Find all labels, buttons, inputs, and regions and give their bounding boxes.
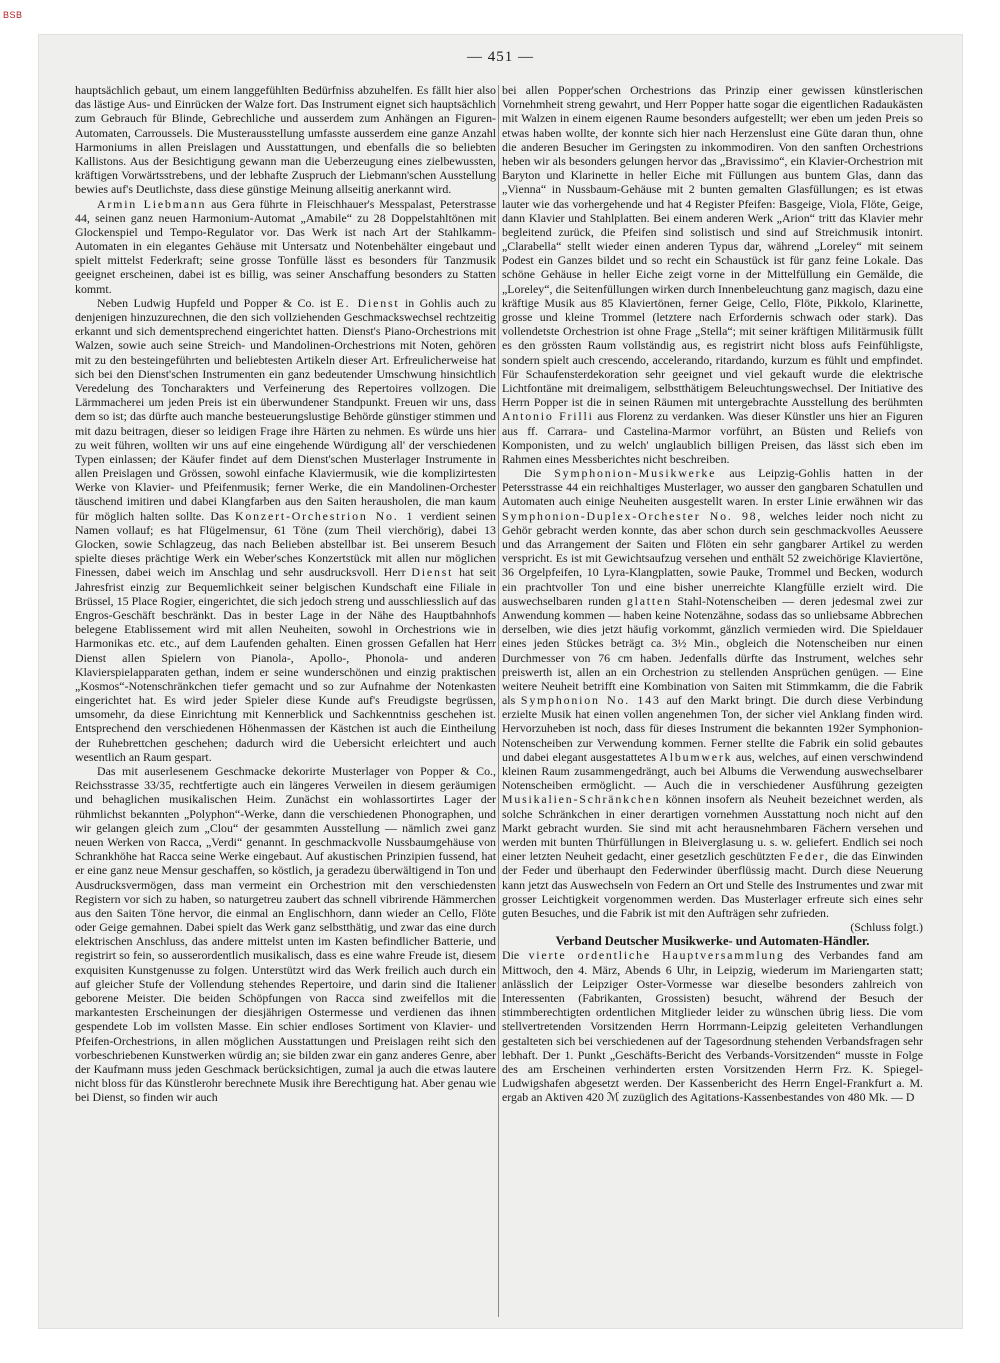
paragraph-text: können insofern als Neuheit bezeichnet werden, als solche Schränkchen in einer derartigen vornehmen Ausstattung noch nicht auf den Markt gebracht wurden. Sie sind mit acht herausnehmbaren Fächern versehen und werden mit bunten Thürfüllungen in Bleiverglasung u. s. w. geliefert. Endlich sei noch einer letzten Neuheit gedacht, einer gesetzlich geschützten: [502, 792, 923, 864]
library-watermark: BSB: [3, 10, 23, 20]
paragraph-text: aus Florenz zu verdanken. Was dieser Künstler uns hier an Figuren aus ff. Carrara- und Castelina-Marmor vorführt, an Büsten und Reliefs von Komponisten, und zu welch' unglaublich billigen Preisen, das lässt sich eben im Rahmen eines Messberichtes nicht beschreiben.: [502, 409, 923, 466]
company-name: Antonio Frilli: [502, 409, 594, 424]
paragraph-text: in Gohlis auch zu denjenigen hinzuzurechnen, die den sich vollziehenden Geschmackswechsel rechtzeitig erkannt und sich dementsprechend eingerichtet hatten. Dienst's Piano-Orchestrions mit Walzen, sowie auch seine Streich- und Mandolinen-Orchestrions mit Noten, gehören mit zu den besteingeführten und beliebtesten Artikeln dieser Art. Erfreulicherweise hat sich bei den Dienst'schen Instrumenten ein ganz bedeutender Umschwung hinsichtlich Veredelung des Toncharakters und Verfeinerung des Repertoires vollzogen. Die Lärmmacherei um jeden Preis ist ein überwundener Standpunkt. Freuen wir uns, dass dem so ist; das dürfte auch manche besteuerungslustige Behörde günstiger stimmen und mit dazu beitragen, dieser so leidigen Frage ihre Härten zu nehmen. Es würde uns hier zu weit führen, wollten wir uns auf eine eingehende Würdigung all' der verschiedenen Typen einlassen; der Käufer findet auf dem Dienst'schen Musterlager Instrumente in allen Preislagen und Grössen, sowohl einfache Klaviermusik, wie die komplizirtesten Werke von Klavier- und Pfeifenmusik; ferner Werke, die ein Mandolinen-Orchester täuschend imitiren und dabei Klangfarben aus den Saiten herausholen, die man kaum für möglich halten sollte. Das: [75, 295, 496, 523]
event-name: vierte ordentliche Hauptversammlung: [528, 948, 785, 963]
column-divider: [498, 85, 499, 1317]
product-name: Albumwerk: [659, 749, 733, 764]
paragraph-text: des Verbandes fand am Mittwoch, den 4. März, Abends 6 Uhr, in Leipzig, wiederum im Mariengarten statt; anlässlich der Leipziger Oster-Vormesse war dieselbe besonders zahlreich von Interessenten (Fabrikanten, Grossisten) besucht, während der Besuch der stimmberechtigten ordentlichen Mitglieder leider zu wünschen übrig liess. Die vom stellvertretenden Vorsitzenden Herrn Horrmann-Leipzig geleiteten Verhandlungen gestalteten sich bei verschiedenen auf der Tagesordnung stehenden Verbandsfragen sehr lebhaft. Der 1. Punkt „Geschäfts-Bericht des Verbands-Vorsitzenden“ musste in Folge des am Erscheinen verhinderten ersten Vorsitzenden Herrn Frz. K. Spiegel-Ludwigshafen abgesetzt werden. Der Kassenbericht des Herrn Engel-Frankfurt a. M. ergab an Aktiven 420 ℳ zuzüglich des Agitations-Kassenbestandes von 480 Mk. — D: [502, 948, 923, 1105]
paragraph-text: aus Leipzig-Gohlis hatten in der Petersstrasse 44 ein reichhaltiges Musterlager, wo ausser den gangbaren Schatullen und Automaten auch einige Neuheiten ausgestellt waren. In erster Linie erwähnen wir das: [502, 466, 923, 509]
paragraph: [75, 296, 496, 764]
product-name: Feder,: [789, 849, 830, 864]
right-column: [502, 83, 923, 1323]
paragraph-text: Die: [524, 466, 542, 481]
product-name: Symphonion No. 143: [520, 693, 661, 708]
paragraph-text: aus, welches, auf einen verschwindend kleinen Raum zusammengedrängt, auch bei Albums die Verwendung auswechselbarer Notenscheiben ermöglicht. — Auch die in verschiedener Ausführung gezeigten: [502, 749, 923, 793]
paragraph-text: aus Gera führte in Fleischhauer's Messpalast, Peterstrasse 44, seinen ganz neuen Harmonium-Automat „Amabile“ zu 28 Doppelstahltönen mit Glockenspiel und Tempo-Regulator vor. Das Werk ist nach Art der Stahlkamm-Automaten in ein elegantes Gehäuse mit Untersatz und Notenbehälter eingebaut und spielt mittelst Federkraft; seine grosse Tonfülle lässt es besonders für Tanzmusik geeignet erscheinen, dabei ist es billig, was seiner Anschaffung besonders zu Statten kommt.: [75, 196, 496, 296]
product-name: Symphonion-Duplex-Orchester No. 98,: [502, 508, 763, 523]
paragraph-text: Stahl-Notenscheiben — deren jedesmal zwei zur Anwendung kommen — haben keine Notenzähne, sodass das so unliebsame Abbrechen derselben, wie dies jetzt häufig vorkommt, gänzlich vermieden wird. Die Spieldauer eines jeden Stückes beträgt ca. 3½ Min., obgleich die Notenscheiben nur einen Durchmesser von 76 cm haben. Jedenfalls dürfte das Instrument, welches sehr preiswerth ist, allen an ein Orchestrion zu stellenden Ansprüchen genügen. — Eine weitere Neuheit betrifft eine Kombination von Saiten mit Stimmkamm, die die Fabrik als: [502, 593, 923, 708]
paragraph-text: Die: [502, 948, 520, 963]
left-column: [75, 83, 496, 1323]
section-heading: Verband Deutscher Musikwerke- und Automaten-Händler.: [555, 934, 870, 949]
paragraph: [502, 466, 923, 920]
paragraph-text: die das Einwinden der Feder und überhaupt den Federwinder überflüssig macht. Durch diese Neuerung kann jetzt das Auswechseln von Federn an Ort und Stelle des Instrumentes und zwar mit grosser Leichtigkeit vorgenommen werden. Das Musterlager erfreute sich eines sehr guten Besuches, und die Fabrik ist mit den Aufträgen sehr zufrieden.: [502, 849, 923, 920]
company-name: Symphonion-Musikwerke: [554, 466, 717, 481]
company-name: Dienst: [411, 565, 454, 580]
product-name: Konzert-Orchestrion No. 1: [235, 508, 415, 523]
paragraph-text: verdient seinen Namen vollauf; es hat Flügelmensur, 61 Töne (zum Theil vierchörig), dabei 13 Glocken, sowie Schlagzeug, das nach Belieben abstellbar ist. Bei unserem Besuch spielte dieses prächtige Werk ein Weber'sches Konzertstück mit allen nur möglichen Finessen, dabei weich im Anschlag und sehr ausdrucksvoll. Herr: [75, 508, 496, 580]
paragraph: hauptsächlich gebaut, um einem langgefühlten Bedürfniss abzuhelfen. Es fällt hier also das lästige Aus- und Einrücken der Walze fort. Das Instrument eignet sich hauptsächlich zum Gebrauch für Blinde, Gebrechliche und ausserdem zum Anhängen an Figuren-Automaten, Carroussels. Die Musterausstellung umfasste ausserdem eine ganze Anzahl Harmoniums in allen Preislagen und Ausstattungen, und ebenfalls die so beliebten Kallistons. Aus der Besichtigung gewann man die Ueberzeugung eines zielbewussten, kräftigen Vorwärtsstrebens, und der lebhafte Zuspruch der Liebmann'schen Ausstellung bewies auf's Deutlichste, dass diese günstige Meinung allseitig anerkannt wird.: [75, 83, 496, 197]
paragraph-text: welches leider noch nicht zu Gehör gebracht werden konnte, das aber schon durch sein geschmackvolles Aeussere und das Arrangement der Saiten und Flöten ein sehr gangbarer Artikel zu werden verspricht. Es ist mit Gewichtsaufzug versehen und enthält 52 zweichörige Klaviertöne, 36 Orgelpfeifen, 10 Lyra-Klangplatten, sowie Pauke, Trommel und Becken, wodurch ein prachtvoller Ton und eine bisher unerreichte Klangfülle erzielt wird. Die auswechselbaren runden: [502, 508, 923, 608]
page-number: — 451 —: [467, 49, 534, 65]
company-name: E. Dienst: [336, 295, 400, 310]
paragraph: [502, 948, 923, 1104]
paragraph-text: hat seit Jahresfrist einzig zur Bequemlichkeit seiner belgischen Kundschaft eine Filiale in Brüssel, 15 Place Rogier, eingerichtet, die sich jedoch streng und ausschliesslich auf das Engros-Geschäft beschränkt. Das in bester Lage in der Nähe des Hauptbahnhofs belegene Etablissement wird mit allen Neuheiten, sowohl in Orchestrions wie in Harmonikas etc. etc., auf dem Laufenden gehalten. Einen grossen Gefallen hat Herr Dienst allen Spielern von Pianola-, Apollo-, Phonola- und anderen Klavierspielapparaten gethan, indem er seine wunderschönen und einzig praktischen „Kosmos“-Notenschränkchen tiefer gemacht und so zur Aufnahme der Notenkasten eingerichtet hat. Es wird jeder Spieler diese Kunde auf's Freudigste begrüssen, umsomehr, da diese Einrichtung mit Kennerblick und Sachkenntniss geschehen ist. Entsprechend den verschiedenen Höhenmassen der Kästchen ist auch die Eintheilung der Ruhebrettchen geschehen; dadurch wird die Uebersicht erleichtert und auch wesentlich an Raum gespart.: [75, 565, 496, 764]
product-name: Musikalien-Schränkchen: [502, 792, 661, 807]
company-name: Armin Liebmann: [97, 196, 207, 211]
paragraph-text: auf den Markt bringt. Die durch diese Verbindung erzielte Musik hat einen vollen angenehmen Ton, der sicher viel Anklang finden wird. Hervorzuheben ist noch, dass für dieses Instrument die bekannten 192er Symphonion-Notenscheiben zur Verwendung kommen. Ferner stellte die Fabrik ein solid gebautes und dabei elegant ausgestattetes: [502, 693, 923, 764]
paragraph: Das mit auserlesenem Geschmacke dekorirte Musterlager von Popper & Co., Reichsstrasse 33/35, rechtfertigte auch ein längeres Verweilen in diesem geräumigen und behaglichen musikalischen Heim. Zunächst ein wohlassortirtes Lager der rühmlichst bekannten „Polyphon“-Werke, dann die verschiedenen Phonographen, und wir gelangen gleich zum „Clou“ der gesammten Ausstellung — nämlich zwei ganz neuen Werken von Racca, „Verdi“ genannt. In geschmackvolle Nussbaumgehäuse von Schrankhöhe hat Racca seine Werke eingebaut. Auf akustischen Prinzipien fussend, hat er eine ganz neue Mensur geschaffen, so köstlich, ja geradezu überwältigend in Ton und Ausdrucksvermögen, dass man vermeint ein Orchestrion mit den verschiedensten Registern vor sich zu haben, so naturgetreu zaubert das schnell vibrirende Hämmerchen aus den Saiten Töne hervor, die einmal an Englischhorn, dann wieder an Cello, Flöte oder Geige gemahnen. Dabei spielt das Werk ganz selbstthätig, und zwar das eine durch elektrischen Anschluss, das andere mittelst unten im Kasten befindlicher Batterie, und registrirt so fein, so ausserordentlich musikalisch, dass es eine wahre Freude ist, diesem exquisiten Kunstgenusse zu folgen. Unterstützt wird das Werk freilich auch durch ein auf gleicher Stufe der Vollendung stehendes Repertoire, und darin sind die Italiener geborene Meister. Die beiden Schöpfungen von Racca sind zweifellos mit die markantesten Erscheinungen der diesjährigen Ostermesse und verdienen das ihnen gespendete Lob im vollsten Masse. Ein schier endloses Sortiment von Klavier- und Pfeifen-Orchestrions, in allen möglichen Ausstattungen und Preislagen reiht sich den vorbeschriebenen Kunstwerken würdig an; sie bilden zwar ein ganz anderes Genre, aber der Kaufmann muss jeden Geschmack berücksichtigen, zumal ja auch die etwas lautere nicht bloss für das Künstlerohr berechnete Musik ihre Berechtigung hat. Aber genau wie bei Dienst, so finden wir auch: [75, 764, 496, 1105]
newspaper-page: [38, 34, 963, 1329]
paragraph-text: Neben Ludwig Hupfeld und Popper & Co. ist: [97, 295, 332, 310]
paragraph: [502, 83, 923, 466]
emphasis: glatten: [626, 593, 672, 608]
continued-note: (Schluss folgt.): [850, 920, 923, 935]
paragraph-text: bei allen Popper'schen Orchestrions das Prinzip einer gewissen künstlerischen Vornehmheit streng gewahrt, und Herr Popper hatte sogar die eigentlichen Radaukästen mit Walzen in einem eigenen Raume besonders aufgestellt; wer eben um jeden Preis so etwas haben wollte, der konnte sich hier nach Herzenslust eine Güte daran thun, ohne die anderen Besucher im Geringsten zu inkommodiren. Von den sanften Orchestrions heben wir als besonders gelungen hervor das „Bravissimo“, ein Klavier-Orchestrion mit Baryton und Klarinette in heller Eiche mit Füllungen aus buntem Glas, dann das „Vienna“ in Nussbaum-Gehäuse mit 2 bunten gemalten Glasfüllungen; es ist etwas lauter wie das vorhergehende und hat 4 Register Pfeifen: Basgeige, Viola, Flöte, Geige, dann Klavier und Stahlplatten. Bei einem anderen Werk „Arion“ tritt das Klavier mehr begleitend zurück, die Pfeifen sind solistisch und sind auf Streichmusik intonirt. „Clarabella“ stellt wieder einen anderen Typus dar, während „Loreley“ mit seinem Podest ein Ganzes bildet und so recht ein Schaustück ist für ganz feine Lokale. Das schöne Gehäuse in heller Eiche zeigt vorne in der Mittelfüllung ein Gemälde, die „Loreley“, die Seitenfüllungen wirken durch Innenbeleuchtung ganz magisch, dazu eine kräftige Musik aus 85 Klaviertönen, ferner Geige, Cello, Flöte, Pikkolo, Klarinette, grosse und kleine Trommel (letztere nach Erfordernis schwach oder stark). Das vollendetste Orchestrion ist ohne Frage „Stella“; mit seiner kräftigen Militärmusik füllt es den grössten Raum vollständig aus, es registrirt nicht bloss aufs Feinfühligste, sondern spielt auch crescendo, accelerando, ritardando, kurzum es fühlt und empfindet. Für Schaufensterdekoration sehr geeignet und viel gekauft wurde die elektrische Lichtfontäne mit dreimaligem, selbstthätigem Beleuchtungswechsel. Der Initiative des Herrn Popper ist die in seinen Räumen mit untergebrachte Ausstellung des berühmten: [502, 83, 923, 410]
paragraph: [75, 197, 496, 296]
